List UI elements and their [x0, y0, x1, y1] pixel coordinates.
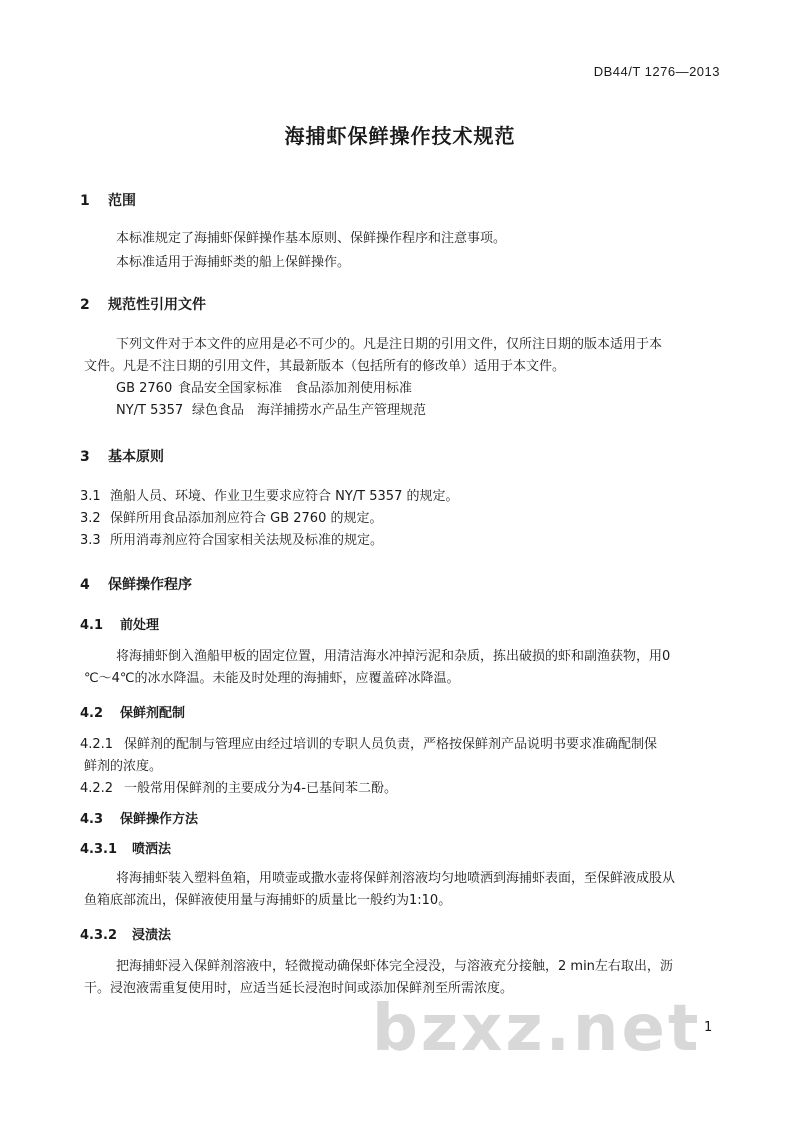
- section-title: 基本原则: [108, 449, 164, 465]
- paragraph-line: 干。浸泡液需重复使用时，应适当延长浸泡时间或添加保鲜剂至所需浓度。: [84, 981, 514, 996]
- section-title: 保鲜操作程序: [108, 577, 192, 593]
- document-title: 海捕虾保鲜操作技术规范: [284, 124, 516, 148]
- paragraph-line: 鱼箱底部流出，保鲜液使用量与海捕虾的质量比一般约为1:10。: [84, 893, 452, 908]
- reference-entry: [116, 400, 426, 422]
- paragraph-line: 将海捕虾倒入渔船甲板的固定位置，用清洁海水冲掉污泥和杂质，拣出破损的虾和副渔获物，用0: [116, 649, 671, 664]
- clause: [80, 530, 383, 552]
- subsection-number: 4.2: [80, 706, 104, 721]
- section-title: 范围: [108, 193, 136, 209]
- clause: [80, 508, 382, 530]
- section-3-heading: [80, 446, 164, 466]
- clause-number: 3.2: [80, 511, 101, 526]
- subsection-4-3-heading: [80, 808, 198, 827]
- reference-title: 食品安全国家标准 食品添加剂使用标准: [178, 381, 413, 396]
- clause: [80, 734, 657, 756]
- subsection-title: 保鲜操作方法: [120, 812, 199, 827]
- paragraph-line: 把海捕虾浸入保鲜剂溶液中，轻微搅动确保虾体完全浸没，与溶液充分接触，2 min左右取出，沥: [116, 959, 673, 974]
- paragraph: 本标准规定了海捕虾保鲜操作基本原则、保鲜操作程序和注意事项。: [116, 231, 507, 246]
- subsection-4-3-1-heading: [80, 838, 171, 857]
- subsection-4-1-heading: [80, 614, 159, 633]
- clause-text: 一般常用保鲜剂的主要成分为4-已基间苯二酚。: [124, 781, 397, 796]
- section-number: 1: [80, 193, 90, 209]
- subsection-title: 前处理: [120, 618, 160, 633]
- subsection-number: 4.1: [80, 618, 104, 633]
- section-number: 4: [80, 577, 90, 593]
- subsection-title: 喷洒法: [132, 842, 172, 857]
- paragraph-line: 文件。凡是不注日期的引用文件，其最新版本（包括所有的修改单）适用于本文件。: [84, 359, 566, 374]
- clause: [80, 778, 397, 800]
- clause-text: 渔船人员、环境、作业卫生要求应符合 NY/T 5357 的规定。: [110, 489, 459, 504]
- clause-number: 4.2.1: [80, 737, 114, 752]
- section-1-heading: [80, 190, 136, 210]
- subsection-number: 4.3: [80, 812, 104, 827]
- paragraph-line: 将海捕虾装入塑料鱼箱，用喷壶或撒水壶将保鲜剂溶液均匀地喷洒到海捕虾表面，至保鲜液成股从: [116, 871, 676, 886]
- section-4-heading: [80, 574, 192, 594]
- reference-entry: [116, 378, 412, 400]
- reference-title: 绿色食品 海洋捕捞水产品生产管理规范: [192, 403, 427, 418]
- clause-number: 4.2.2: [80, 781, 114, 796]
- clause-text: 保鲜剂的配制与管理应由经过培训的专职人员负责，严格按保鲜剂产品说明书要求准确配制保: [124, 737, 658, 752]
- watermark: bzxz.net: [372, 992, 702, 1066]
- reference-code: NY/T 5357: [116, 403, 184, 418]
- section-number: 2: [80, 297, 90, 313]
- page-number: 1: [704, 1020, 713, 1035]
- clause-number: 3.3: [80, 533, 101, 548]
- subsection-title: 保鲜剂配制: [120, 706, 186, 721]
- subsection-4-2-heading: [80, 702, 185, 721]
- clause-text: 保鲜所用食品添加剂应符合 GB 2760 的规定。: [110, 511, 383, 526]
- clause-text: 所用消毒剂应符合国家相关法规及标准的规定。: [110, 533, 384, 548]
- paragraph-line: ℃～4℃的冰水降温。未能及时处理的海捕虾，应覆盖碎冰降温。: [84, 671, 460, 686]
- paragraph-line: 下列文件对于本文件的应用是必不可少的。凡是注日期的引用文件，仅所注日期的版本适用于本: [116, 337, 663, 352]
- reference-code: GB 2760: [116, 381, 173, 396]
- paragraph: 本标准适用于海捕虾类的船上保鲜操作。: [116, 255, 351, 270]
- clause: [80, 486, 458, 508]
- section-2-heading: [80, 294, 206, 314]
- subsection-4-3-2-heading: [80, 924, 171, 943]
- clause-number: 3.1: [80, 489, 101, 504]
- standard-code: DB44/T 1276—2013: [593, 64, 720, 79]
- section-title: 规范性引用文件: [108, 297, 206, 313]
- subsection-number: 4.3.1: [80, 842, 118, 857]
- paragraph-line: 鲜剂的浓度。: [84, 759, 163, 774]
- subsection-title: 浸渍法: [132, 928, 172, 943]
- section-number: 3: [80, 449, 90, 465]
- subsection-number: 4.3.2: [80, 928, 118, 943]
